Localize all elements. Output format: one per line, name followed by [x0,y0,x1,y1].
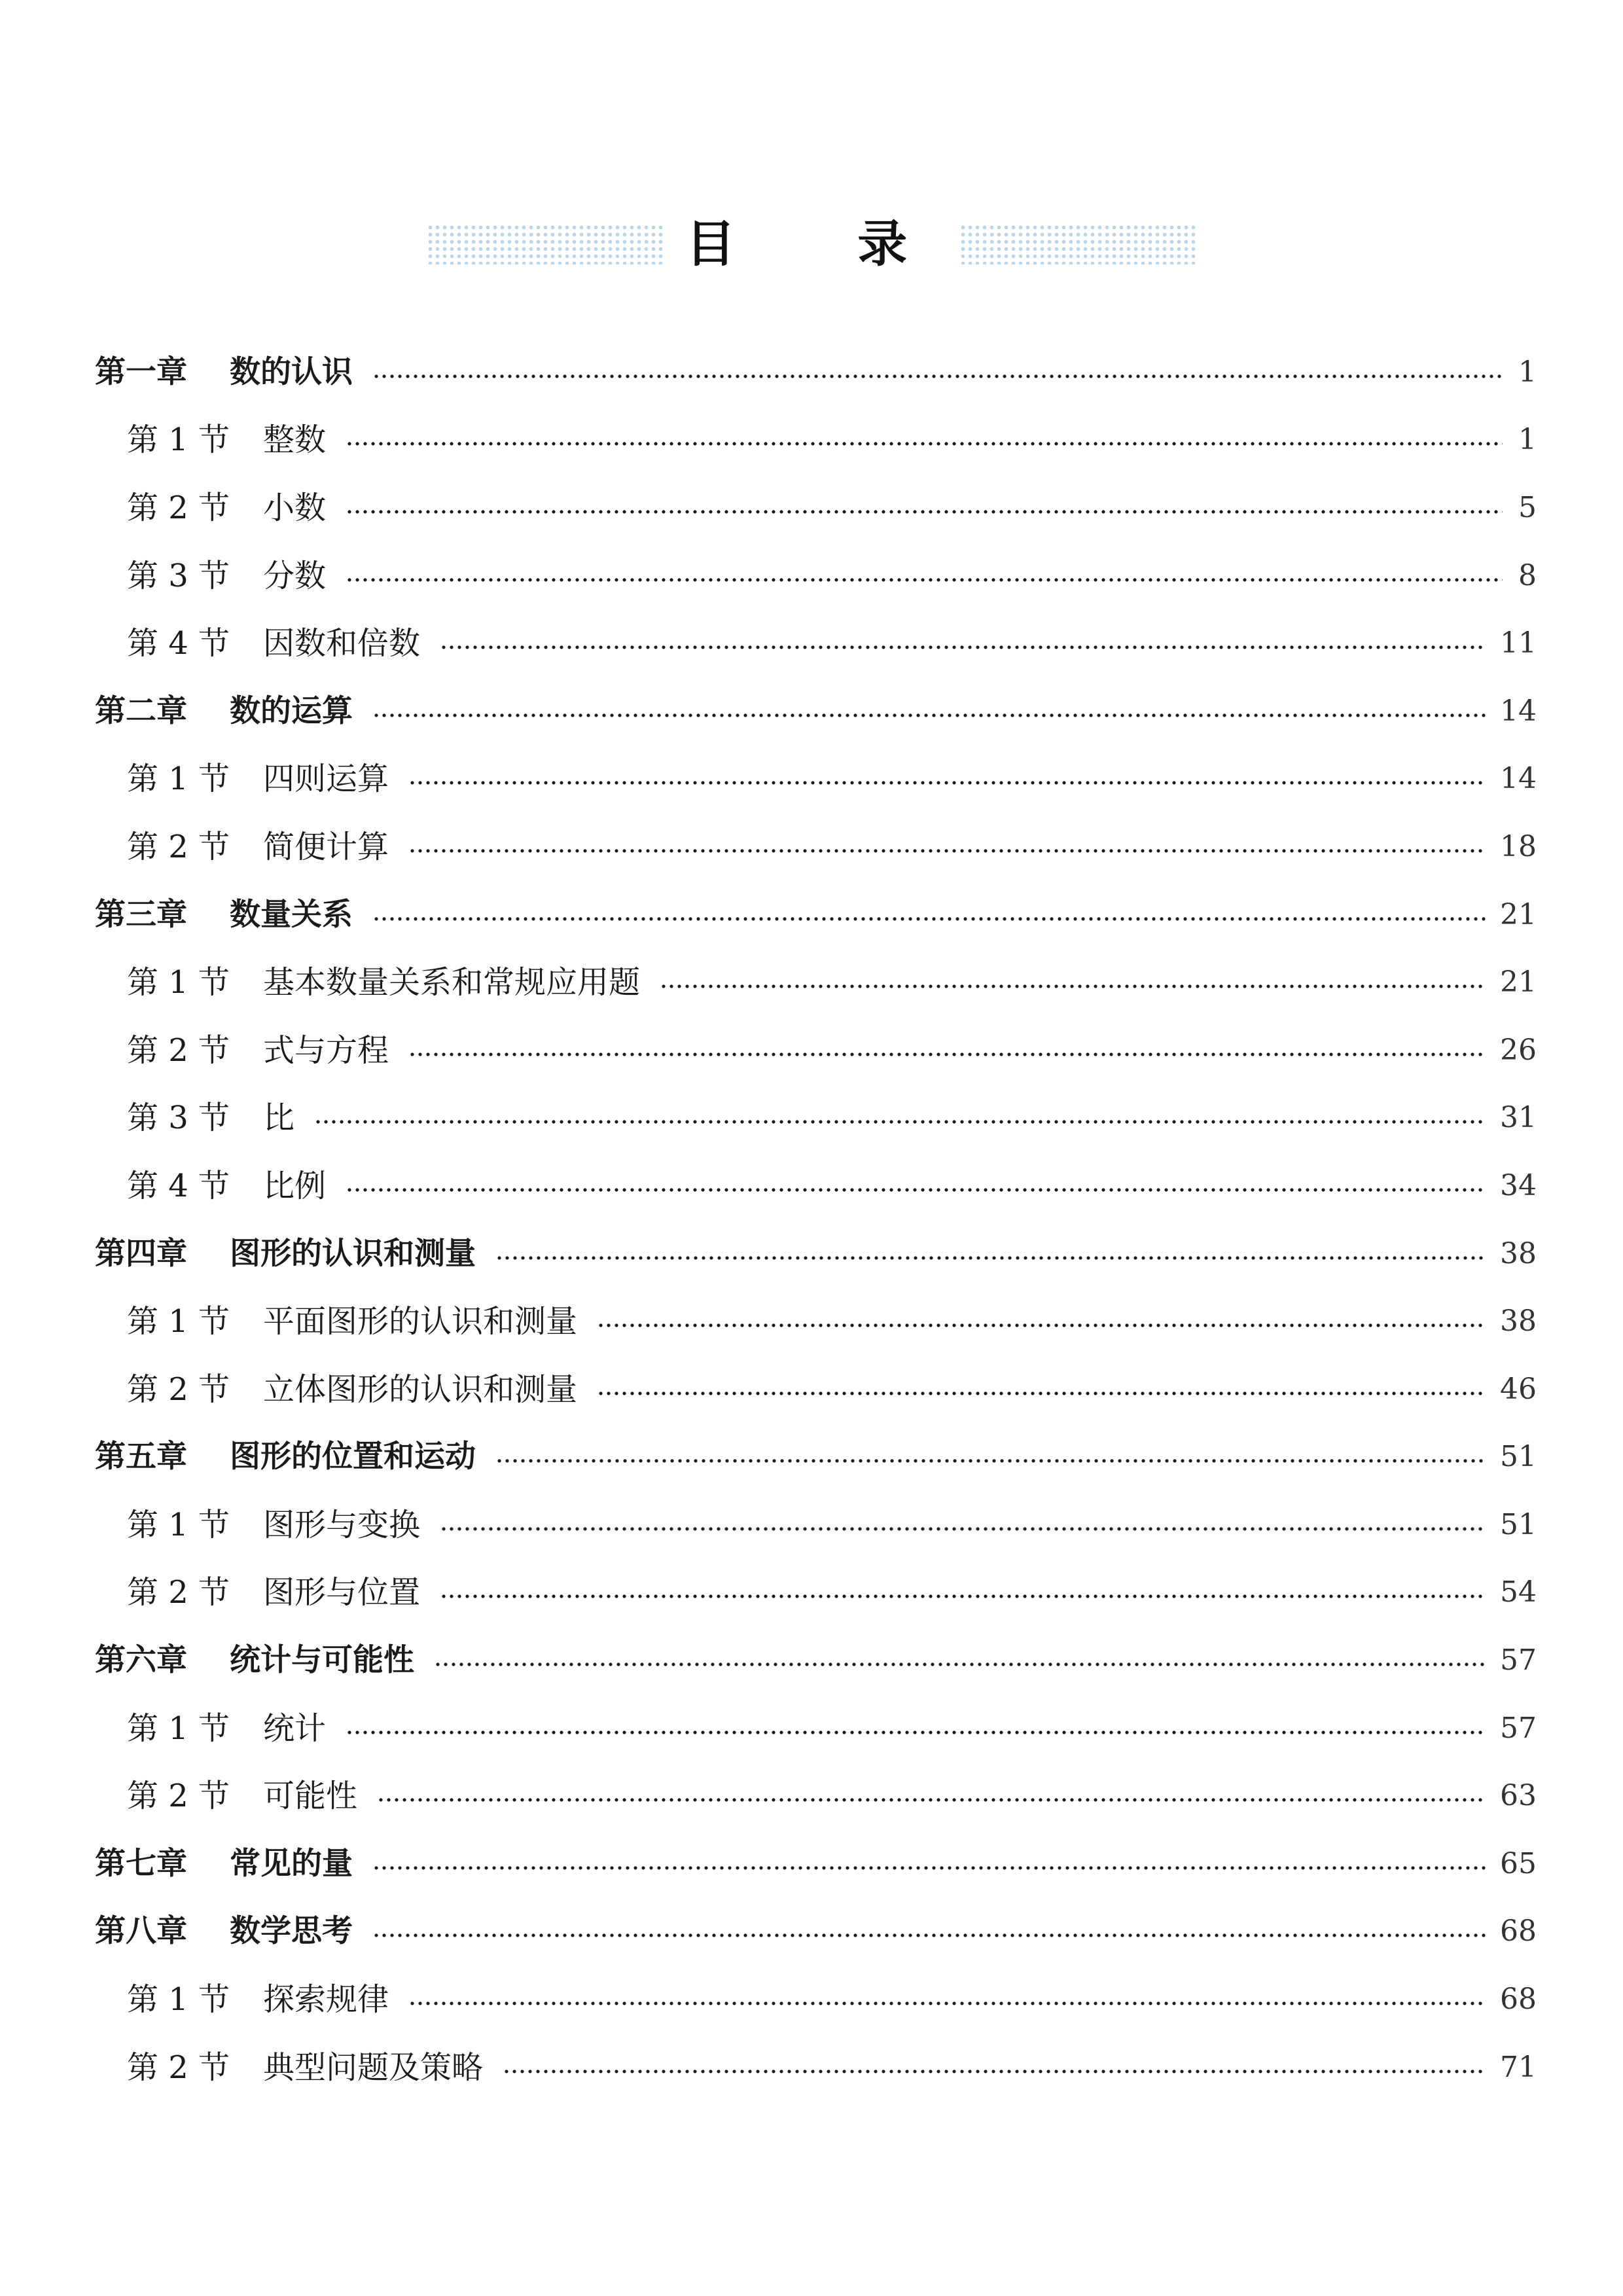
chapter-title: 图形的位置和运动 [230,1439,476,1475]
toc-section-entry[interactable] [0,813,1623,881]
dot-leader [440,645,1486,650]
toc-section-entry[interactable] [0,609,1623,677]
section-number: 第 1 节 [127,1506,230,1543]
section-number: 第 4 节 [127,625,230,662]
section-number: 第 4 节 [127,1167,230,1204]
dot-leader [372,1865,1486,1871]
dot-leader [346,441,1503,446]
toc-chapter-entry[interactable] [0,1220,1623,1288]
section-number: 第 2 节 [127,489,230,526]
toc-chapter-entry[interactable] [0,1830,1623,1898]
section-title: 式与方程 [263,1031,389,1069]
page-title: 目 录 [685,215,960,273]
section-title: 图形与位置 [263,1574,421,1611]
table-of-contents [0,338,1623,2101]
section-title: 分数 [263,557,327,594]
section-number: 第 1 节 [127,1710,230,1747]
dot-leader [377,1797,1486,1803]
toc-section-entry[interactable] [0,1762,1623,1830]
chapter-title: 图形的认识和测量 [230,1235,476,1272]
toc-title-block [0,208,1623,280]
page-number: 18 [1500,829,1537,863]
toc-chapter-entry[interactable] [0,677,1623,745]
toc-section-entry[interactable] [0,1559,1623,1627]
chapter-title: 常见的量 [230,1845,353,1882]
toc-section-entry[interactable] [0,745,1623,814]
toc-section-entry[interactable] [0,542,1623,610]
chapter-number: 第七章 [95,1845,187,1882]
dot-leader [372,916,1486,922]
section-title: 基本数量关系和常规应用题 [263,964,641,1001]
toc-section-entry[interactable] [0,1695,1623,1763]
toc-chapter-entry[interactable] [0,881,1623,949]
section-title: 四则运算 [263,761,389,798]
dot-leader [408,2001,1486,2006]
chapter-number: 第三章 [95,896,187,933]
page-number: 26 [1500,1033,1537,1067]
page-number: 71 [1500,2050,1537,2084]
title-dot-pattern-right [959,224,1196,264]
chapter-number: 第六章 [95,1642,187,1679]
toc-chapter-entry[interactable] [0,1898,1623,1966]
section-number: 第 1 节 [127,1981,230,2018]
chapter-number: 第一章 [95,353,187,390]
chapter-title: 数的运算 [230,692,353,729]
page-number: 14 [1500,762,1537,796]
page-number: 21 [1500,965,1537,999]
section-number: 第 3 节 [127,1100,230,1137]
dot-leader [440,1594,1486,1599]
toc-chapter-entry[interactable] [0,1626,1623,1695]
section-number: 第 1 节 [127,1303,230,1340]
chapter-title: 统计与可能性 [230,1642,414,1679]
page-number: 57 [1500,1643,1537,1677]
dot-leader [408,1052,1486,1057]
page-number: 1 [1518,423,1537,457]
toc-section-entry[interactable] [0,1491,1623,1559]
section-number: 第 1 节 [127,422,230,459]
dot-leader [346,1730,1486,1735]
dot-leader [597,1323,1486,1328]
toc-chapter-entry[interactable] [0,338,1623,406]
chapter-title: 数的认识 [230,353,353,390]
chapter-number: 第五章 [95,1439,187,1475]
section-title: 因数和倍数 [263,625,421,662]
section-title: 典型问题及策略 [263,2049,484,2086]
section-number: 第 1 节 [127,761,230,798]
page-number: 31 [1500,1101,1537,1135]
dot-leader [597,1391,1486,1396]
page-number: 63 [1500,1779,1537,1813]
section-title: 平面图形的认识和测量 [263,1303,578,1340]
page-number: 1 [1518,355,1537,389]
page-number: 8 [1518,558,1537,592]
section-number: 第 3 节 [127,557,230,594]
page-number: 5 [1518,490,1537,524]
section-number: 第 2 节 [127,1371,230,1408]
dot-leader [372,374,1503,379]
toc-section-entry[interactable] [0,1287,1623,1355]
section-title: 比 [263,1100,295,1137]
section-title: 整数 [263,422,327,459]
dot-leader [408,780,1486,785]
section-title: 立体图形的认识和测量 [263,1371,578,1408]
chapter-number: 第二章 [95,692,187,729]
toc-section-entry[interactable] [0,406,1623,475]
toc-section-entry[interactable] [0,1085,1623,1153]
page-number: 38 [1500,1304,1537,1338]
chapter-number: 第四章 [95,1235,187,1272]
toc-section-entry[interactable] [0,474,1623,542]
toc-section-entry[interactable] [0,1355,1623,1424]
page-number: 14 [1500,694,1537,728]
page-number: 68 [1500,1982,1537,2017]
dot-leader [434,1662,1486,1667]
page-number: 21 [1500,897,1537,931]
dot-leader [346,1187,1486,1193]
dot-leader [408,848,1486,853]
dot-leader [314,1119,1486,1124]
toc-section-entry[interactable] [0,1965,1623,2034]
section-title: 可能性 [263,1778,358,1815]
toc-section-entry[interactable] [0,2034,1623,2102]
chapter-title: 数学思考 [230,1913,353,1950]
page-number: 11 [1500,626,1537,660]
dot-leader [440,1526,1486,1532]
page-number: 51 [1500,1440,1537,1474]
toc-section-entry[interactable] [0,1016,1623,1085]
page-number: 65 [1500,1846,1537,1880]
dot-leader [372,1933,1486,1938]
page-number: 54 [1500,1575,1537,1609]
page-number: 51 [1500,1507,1537,1541]
page-number: 38 [1500,1236,1537,1270]
page-number: 57 [1500,1711,1537,1745]
section-title: 简便计算 [263,828,389,865]
dot-leader [660,984,1486,989]
dot-leader [346,509,1503,514]
page-number: 68 [1500,1914,1537,1948]
section-number: 第 2 节 [127,1574,230,1611]
dot-leader [346,577,1503,583]
page-number: 34 [1500,1168,1537,1202]
dot-leader [372,713,1486,718]
toc-section-entry[interactable] [0,1152,1623,1220]
section-title: 统计 [263,1710,327,1747]
section-number: 第 2 节 [127,2049,230,2086]
chapter-number: 第八章 [95,1913,187,1950]
title-dot-pattern-left [427,224,664,264]
toc-chapter-entry[interactable] [0,1424,1623,1492]
section-number: 第 2 节 [127,1031,230,1069]
section-number: 第 1 节 [127,964,230,1001]
section-number: 第 2 节 [127,1778,230,1815]
section-title: 探索规律 [263,1981,389,2018]
section-number: 第 2 节 [127,828,230,865]
dot-leader [495,1458,1486,1463]
section-title: 小数 [263,489,327,526]
chapter-title: 数量关系 [230,896,353,933]
toc-section-entry[interactable] [0,948,1623,1016]
section-title: 比例 [263,1167,327,1204]
page-number: 46 [1500,1372,1537,1406]
dot-leader [503,2069,1486,2074]
section-title: 图形与变换 [263,1506,421,1543]
dot-leader [495,1255,1486,1261]
